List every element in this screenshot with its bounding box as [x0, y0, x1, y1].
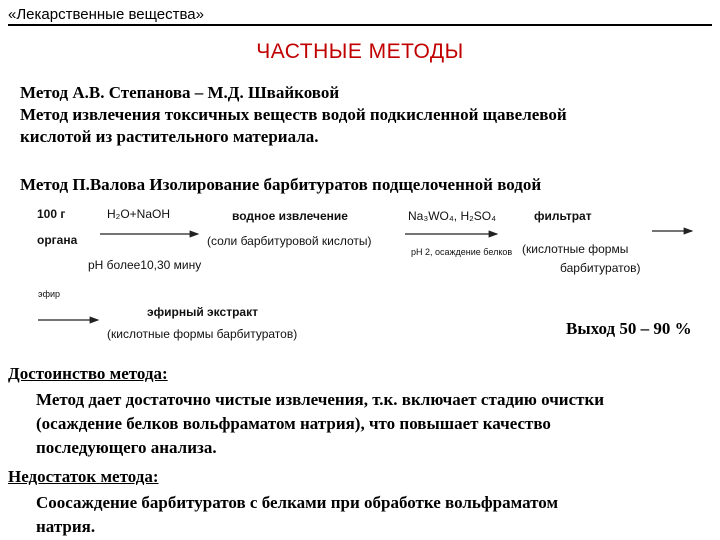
- advantage-line3: последующего анализа.: [36, 438, 217, 457]
- disadvantage-line2: натрия.: [36, 517, 96, 536]
- scheme-reagent1: H₂O+NaOH: [107, 207, 171, 221]
- advantage-line2: (осаждение белков вольфраматом натрия), что повышает качество: [36, 414, 551, 433]
- scheme-step2-line1: фильтрат: [534, 209, 592, 223]
- scheme-organ-line2: органа: [37, 233, 78, 247]
- scheme-step2-line2: (кислотные формы: [522, 242, 629, 256]
- scheme-reagent2: Na₃WO₄, H₂SO₄: [408, 209, 497, 223]
- disadvantage-heading: Недостаток метода:: [8, 467, 159, 486]
- slide-title: ЧАСТНЫЕ МЕТОДЫ: [256, 40, 464, 63]
- scheme-conditions1: pH более10,30 мину: [88, 258, 202, 272]
- scheme-step3-line1: эфирный экстракт: [147, 305, 258, 319]
- scheme-step1-line2: (соли барбитуровой кислоты): [207, 234, 372, 248]
- scheme-organ-line1: 100 г: [37, 207, 66, 221]
- yield-label: Выход 50 – 90 %: [566, 319, 692, 338]
- scheme-step2-line3: барбитуратов): [560, 261, 641, 275]
- scheme-step1-line1: водное извлечение: [232, 209, 348, 223]
- disadvantage-line1: Соосаждение барбитуратов с белками при обработке вольфраматом: [36, 493, 559, 512]
- method1-desc-line1: Метод извлечения токсичных веществ водой подкисленной щавелевой: [20, 105, 567, 124]
- method2-title: Метод П.Валова Изолирование барбитуратов подщелоченной водой: [20, 175, 542, 194]
- method1-name: Метод А.В. Степанова – М.Д. Швайковой: [20, 83, 340, 102]
- advantage-line1: Метод дает достаточно чистые извлечения, т.к. включает стадию очистки: [36, 390, 605, 409]
- scheme-reagent3: эфир: [38, 289, 61, 299]
- method1-desc-line2: кислотой из растительного материала.: [20, 127, 319, 146]
- scheme-step3-line2: (кислотные формы барбитуратов): [107, 327, 298, 341]
- scheme-reagent2-note: pH 2, осаждение белков: [411, 247, 513, 257]
- header-title: «Лекарственные вещества»: [8, 6, 204, 23]
- advantage-heading: Достоинство метода:: [8, 364, 168, 383]
